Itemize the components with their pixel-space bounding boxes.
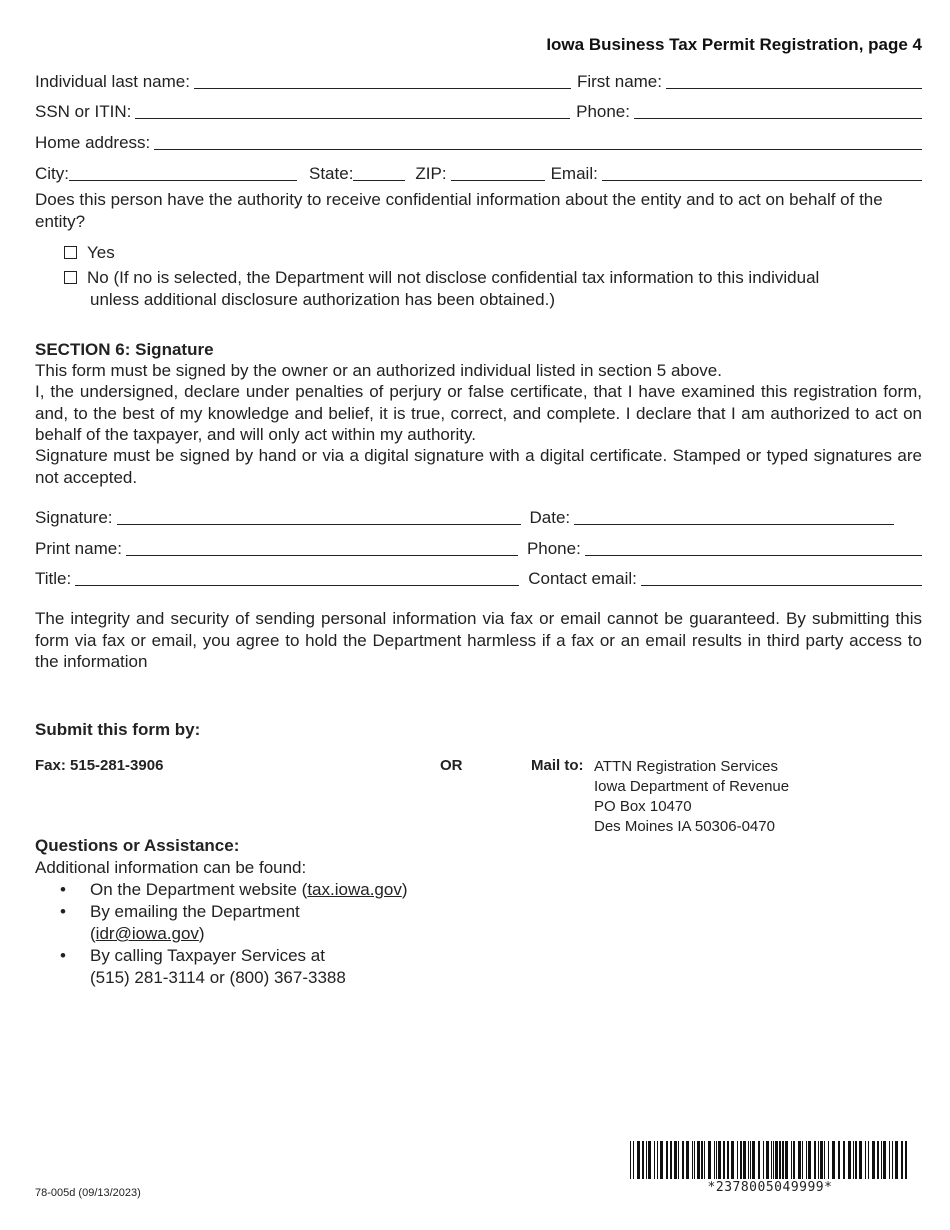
signature-row [35, 506, 922, 528]
barcode-bar [701, 1141, 703, 1179]
barcode-bar [883, 1141, 886, 1179]
barcode-bar [791, 1141, 792, 1179]
barcode-bar [793, 1141, 795, 1179]
print-name-row [35, 537, 922, 559]
submit-heading: Submit this form by: [35, 720, 201, 739]
mail-to-label: Mail to: [531, 757, 584, 774]
list-item [60, 945, 480, 989]
barcode-bar [704, 1141, 705, 1179]
barcode-bar [892, 1141, 893, 1179]
barcode-bar [716, 1141, 717, 1179]
barcode-bar [766, 1141, 769, 1179]
website-close: ) [401, 880, 408, 899]
barcode [630, 1141, 910, 1179]
yes-checkbox[interactable] [64, 246, 77, 259]
no-label-line1: No (If no is selected, the Department will not disclose confidential tax information to this individual [87, 268, 820, 287]
barcode-bar [881, 1141, 882, 1179]
mail-line: Des Moines IA 50306-0470 [594, 818, 775, 835]
home-address-field[interactable] [154, 149, 922, 150]
barcode-bar [743, 1141, 746, 1179]
barcode-bar [771, 1141, 772, 1179]
city-row [35, 162, 922, 184]
contact-email-label: Contact email: [528, 569, 637, 588]
phone-field[interactable] [634, 118, 922, 119]
barcode-text: *2378005049999* [707, 1180, 833, 1195]
barcode-bar [814, 1141, 816, 1179]
city-label: City: [35, 164, 69, 183]
no-label-line2: unless additional disclosure authorization has been obtained.) [90, 289, 555, 309]
date-label: Date: [529, 508, 571, 527]
email-link[interactable]: idr@iowa.gov [95, 924, 199, 943]
website-link[interactable]: tax.iowa.gov [307, 880, 402, 899]
barcode-bar [859, 1141, 862, 1179]
bullet-icon: • [60, 880, 66, 899]
option-yes[interactable] [64, 242, 914, 264]
barcode-bar [848, 1141, 851, 1179]
barcode-bar [723, 1141, 725, 1179]
ssn-label: SSN or ITIN: [35, 102, 132, 121]
barcode-bar [820, 1141, 823, 1179]
ssn-row [35, 100, 922, 122]
barcode-bar [694, 1141, 695, 1179]
barcode-bar [748, 1141, 749, 1179]
state-label: State: [309, 164, 354, 183]
barcode-bar [775, 1141, 778, 1179]
phone-label: Phone: [576, 102, 630, 121]
barcode-bar [832, 1141, 835, 1179]
barcode-bar [633, 1141, 634, 1179]
barcode-bar [853, 1141, 854, 1179]
barcode-bar [630, 1141, 631, 1179]
form-code: 78-005d (09/13/2023) [35, 1187, 141, 1199]
barcode-bar [660, 1141, 663, 1179]
barcode-bar [740, 1141, 742, 1179]
email-text: By emailing the Department [90, 902, 300, 921]
contact-email-field[interactable] [641, 585, 922, 586]
bullet-icon: • [60, 946, 66, 965]
name-row [35, 70, 922, 92]
list-item [60, 901, 480, 945]
barcode-bar [865, 1141, 866, 1179]
barcode-bar [727, 1141, 729, 1179]
barcode-bar [818, 1141, 819, 1179]
section6-intro: This form must be signed by the owner or an authorized individual listed in section 5 above. [35, 361, 722, 380]
yes-label: Yes [87, 243, 115, 262]
barcode-bar [872, 1141, 875, 1179]
barcode-bar [714, 1141, 715, 1179]
signer-phone-label: Phone: [526, 539, 581, 558]
no-checkbox[interactable] [64, 271, 77, 284]
website-text: On the Department website ( [90, 880, 308, 899]
barcode-bar [773, 1141, 774, 1179]
barcode-bar [802, 1141, 803, 1179]
mail-address [594, 757, 789, 837]
barcode-bar [763, 1141, 764, 1179]
mail-line: ATTN Registration Services [594, 758, 778, 775]
barcode-bar [779, 1141, 781, 1179]
signature-label: Signature: [35, 508, 113, 527]
page-header-title: Iowa Business Tax Permit Registration, page 4 [546, 35, 922, 54]
last-name-field[interactable] [194, 88, 571, 89]
barcode-bar [843, 1141, 845, 1179]
barcode-bar [648, 1141, 651, 1179]
barcode-bar [666, 1141, 668, 1179]
title-label: Title: [35, 569, 72, 588]
questions-list [60, 879, 480, 989]
barcode-bar [868, 1141, 869, 1179]
print-name-label: Print name: [35, 539, 122, 558]
barcode-bar [798, 1141, 801, 1179]
barcode-bar [785, 1141, 788, 1179]
section6-declaration: I, the undersigned, declare under penalties of perjury or false certificate, that I have examined this registration form, and, to the best of my knowledge and belief, it is true, correct, and complete. I declare that I am authorized to act on behalf of the taxpayer, and will only act within my authority. [35, 382, 922, 444]
barcode-bar [895, 1141, 898, 1179]
ssn-field[interactable] [135, 118, 570, 119]
barcode-bar [905, 1141, 907, 1179]
disclaimer: The integrity and security of sending personal information via fax or email cannot be guaranteed. By submitting this form via fax or email, you agree to hold the Department harmless if a fax or an email results in third party access to the information [35, 609, 922, 671]
date-field[interactable] [574, 524, 894, 525]
home-address-row [35, 131, 922, 153]
barcode-bar [646, 1141, 647, 1179]
barcode-bar [901, 1141, 903, 1179]
signer-phone-field[interactable] [585, 555, 922, 556]
barcode-bar [824, 1141, 825, 1179]
last-name-label: Individual last name: [35, 72, 190, 91]
questions-heading: Questions or Assistance: [35, 836, 240, 855]
first-name-label: First name: [576, 72, 662, 91]
barcode-bar [731, 1141, 734, 1179]
barcode-bar [637, 1141, 640, 1179]
city-field[interactable] [69, 180, 297, 181]
zip-label: ZIP: [415, 164, 447, 183]
mail-line: PO Box 10470 [594, 798, 692, 815]
phone-text-line2: (515) 281-3114 or (800) 367-3388 [90, 968, 346, 987]
barcode-bar [782, 1141, 784, 1179]
option-no[interactable] [64, 267, 914, 310]
signature-rule: Signature must be signed by hand or via a digital signature with a digital certificate. Stamped or typed signatures are not accepted. [35, 446, 922, 487]
list-item [60, 879, 480, 901]
barcode-bar [708, 1141, 711, 1179]
fax-number: Fax: 515-281-3906 [35, 757, 164, 774]
email-open: ( [90, 924, 96, 943]
barcode-bar [670, 1141, 672, 1179]
barcode-bar [889, 1141, 890, 1179]
barcode-bar [674, 1141, 677, 1179]
email-label: Email: [550, 164, 598, 183]
barcode-bar [752, 1141, 755, 1179]
print-name-field[interactable] [126, 555, 518, 556]
barcode-bar [737, 1141, 738, 1179]
title-field[interactable] [75, 585, 519, 586]
barcode-bar [697, 1141, 700, 1179]
signature-field[interactable] [117, 524, 521, 525]
or-label: OR [440, 757, 463, 774]
title-row [35, 567, 922, 589]
phone-text-line1: By calling Taxpayer Services at [90, 946, 325, 965]
email-field[interactable] [602, 180, 922, 181]
barcode-bar [828, 1141, 829, 1179]
questions-intro: Additional information can be found: [35, 858, 307, 877]
zip-field[interactable] [451, 180, 545, 181]
barcode-bar [718, 1141, 721, 1179]
email-close: ) [198, 924, 205, 943]
barcode-bar [838, 1141, 840, 1179]
barcode-bar [692, 1141, 693, 1179]
mail-line: Iowa Department of Revenue [594, 778, 790, 795]
barcode-bar [877, 1141, 879, 1179]
barcode-bar [682, 1141, 684, 1179]
barcode-bar [808, 1141, 811, 1179]
barcode-bar [750, 1141, 751, 1179]
authority-question: Does this person have the authority to receive confidential information about the entity and to act on behalf of the entity? [35, 190, 883, 231]
barcode-bar [642, 1141, 644, 1179]
barcode-bar [686, 1141, 689, 1179]
barcode-bar [806, 1141, 807, 1179]
bullet-icon: • [60, 902, 66, 921]
barcode-bar [678, 1141, 679, 1179]
home-address-label: Home address: [35, 133, 151, 152]
state-field[interactable] [353, 180, 405, 181]
barcode-bar [758, 1141, 760, 1179]
barcode-bar [855, 1141, 857, 1179]
section6-heading: SECTION 6: Signature [35, 340, 214, 359]
barcode-bar [654, 1141, 655, 1179]
barcode-bar [657, 1141, 658, 1179]
first-name-field[interactable] [666, 88, 922, 89]
